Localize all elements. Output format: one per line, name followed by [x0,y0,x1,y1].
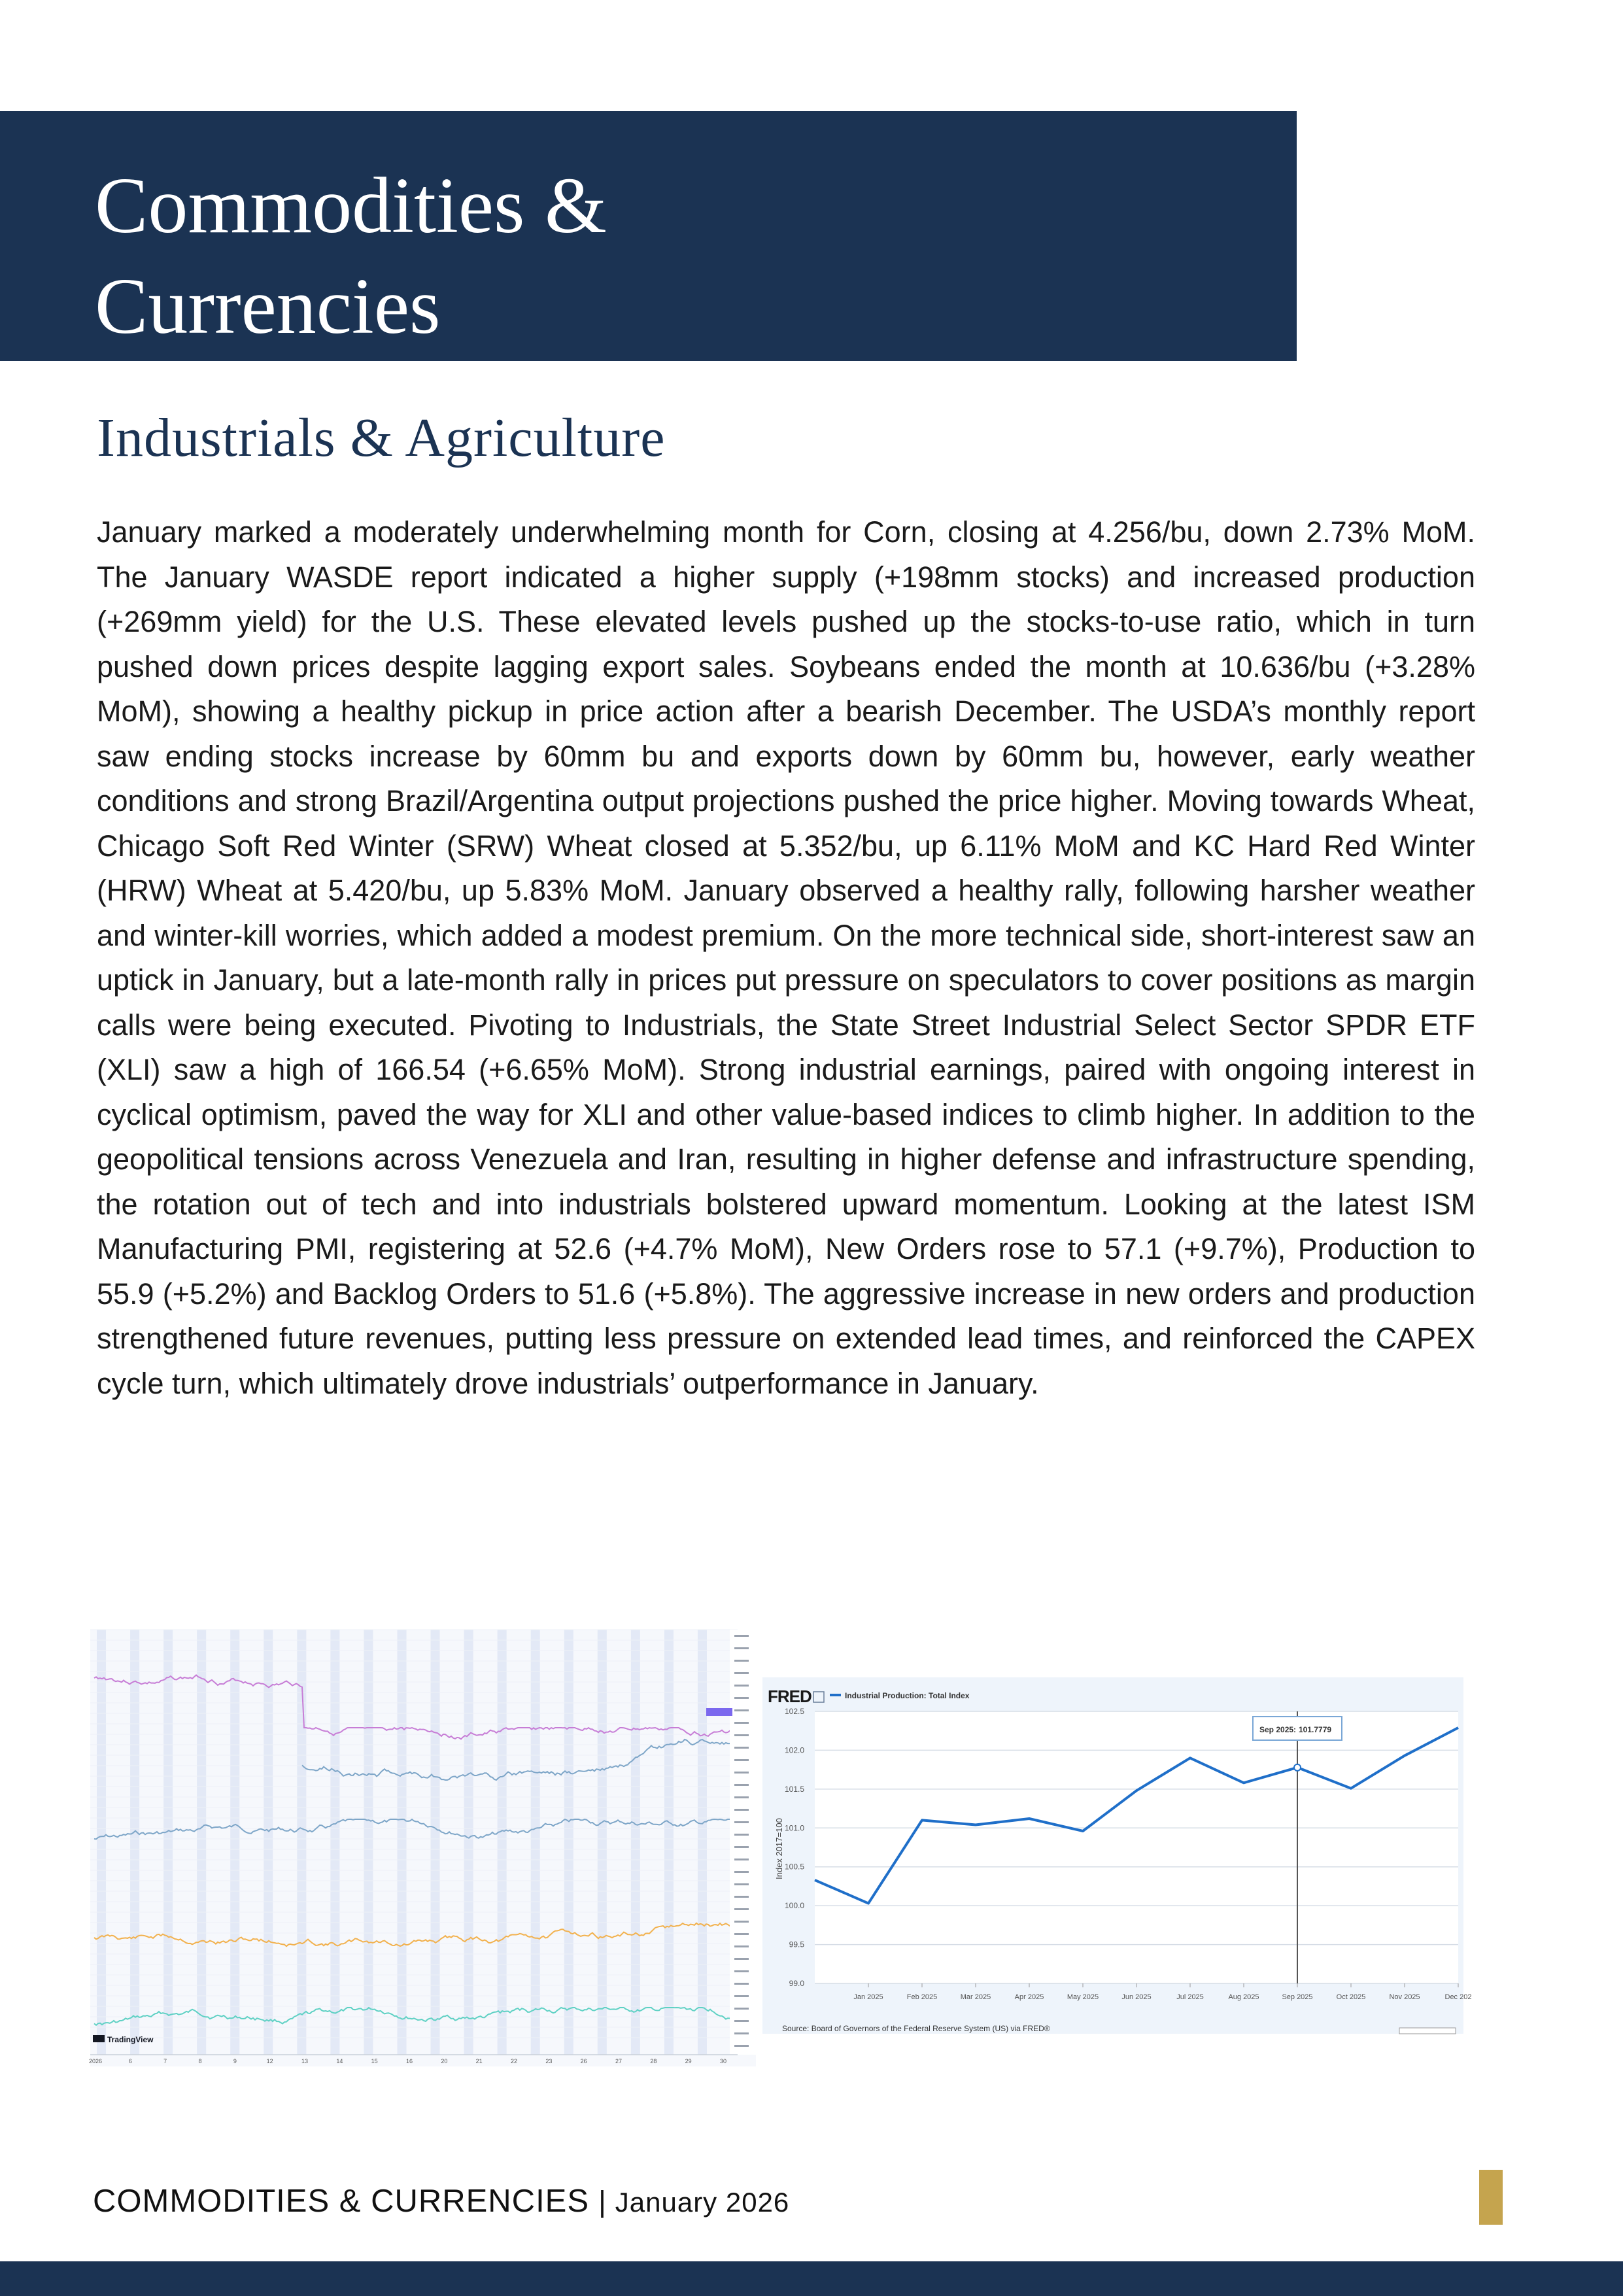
tv-axis-tick [734,1660,749,1662]
tv-x-tick-label: 16 [405,2058,413,2065]
tv-x-tick-label: 27 [615,2058,623,2065]
tv-stripe [397,1630,406,2055]
tv-x-tick-label: 8 [198,2058,202,2065]
tv-axis-tick [734,1722,749,1724]
tv-axis-tick [734,1846,749,1848]
tv-stripe [698,1630,707,2055]
tv-axis-tick [734,1759,749,1761]
tv-x-tick-label: 23 [545,2058,553,2065]
fred-logo-text: FRED [768,1687,811,1706]
tv-stripe [531,1630,540,2055]
tv-axis-tick [734,1908,749,1910]
tv-axis-tick [734,1709,749,1711]
tv-axis-tick [734,2032,749,2034]
footer-title: COMMODITIES & CURRENCIES [93,2184,590,2219]
tv-axis-tick [734,2020,749,2022]
footer-separator: | [598,2185,606,2218]
tv-axis-tick [734,2008,749,2010]
page-title-line1: Commodities & [95,162,607,250]
fred-x-tick-label: Sep 2025 [1282,1993,1313,2001]
tv-axis-tick [734,1945,749,1947]
tv-axis-tick [734,1834,749,1836]
tv-axis-tick [734,1647,749,1649]
tv-x-tick-label: 14 [336,2058,343,2065]
tv-x-tick-label: 28 [650,2058,657,2065]
fred-y-tick-label: 102.0 [784,1745,804,1755]
tv-axis-tick [734,1896,749,1898]
footer-bottom-bar [0,2261,1623,2296]
tv-stripe [97,1630,106,2055]
tv-axis-tick [734,1796,749,1798]
tv-stripe [297,1630,306,2055]
tv-x-tick-label: 6 [128,2058,132,2065]
tv-axis-tick [734,1784,749,1786]
tv-logo-icon [93,2035,105,2042]
footer-text [93,2183,789,2219]
body-paragraph: January marked a moderately underwhelming month for Corn, closing at 4.256/bu, down 2.73% MoM. The January WASDE report indicated a higher supply (+198mm stocks) and increased production (+269mm yield) for the U.S. These elevated levels pushed up the stocks-to-use ratio, which in turn pushed down prices despite lagging export sales. Soybeans ended the month at 10.636/bu (+3.28% MoM), showing a healthy pickup in price action after a bearish December. The USDA’s monthly report saw ending stocks increase by 60mm bu and exports down by 60mm bu, however, early weather conditions and strong Brazil/Argentina output projections pushed the price higher. Moving towards Wheat, Chicago Soft Red Winter (SRW) Wheat closed at 5.352/bu, up 6.11% MoM and KC Hard Red Winter (HRW) Wheat at 5.420/bu, up 5.83% MoM. January observed a healthy rally, following harsher weather and winter-kill worries, which added a modest premium. On the more technical side, short-interest saw an uptick in January, but a late-month rally in prices put pressure on speculators to cover positions as margin calls were being executed. Pivoting to Industrials, the State Street Industrial Select Sector SPDR ETF (XLI) saw a high of 166.54 (+6.65% MoM). Strong industrial earnings, paired with ongoing interest in cyclical optimism, paved the way for XLI and other value-based indices to climb higher. In addition to the geopolitical tensions across Venezuela and Iran, resulting in higher defense and infrastructure spending, the rotation out of tech and into industrials bolstered upward momentum. Looking at the latest ISM Manufacturing PMI, registering at 52.6 (+4.7% MoM), New Orders rose to 57.1 (+9.7%), Production to 55.9 (+5.2%) and Backlog Orders to 51.6 (+5.8%). The aggressive increase in new orders and production strengthened future revenues, putting less pressure on extended lead times, and reinforced the CAPEX cycle turn, which ultimately drove industrials’ outperformance in January. [97,515,1475,1400]
tv-axis-tick [734,1970,749,1972]
tv-axis-bg [730,1630,756,2055]
tv-axis-tick [734,1697,749,1699]
tv-stripe [431,1630,440,2055]
tv-stripe [130,1630,139,2055]
fred-y-tick-label: 101.0 [784,1823,804,1833]
tv-axis-tick [734,1635,749,1637]
tv-axis-tick [734,1983,749,1985]
fred-x-tick-label: May 2025 [1067,1993,1099,2001]
fred-y-tick-label: 99.0 [789,1979,804,1988]
fred-x-tick-label: Feb 2025 [906,1993,938,2001]
fred-y-tick-label: 101.5 [784,1784,804,1794]
tv-x-tick-label: 13 [301,2058,309,2065]
fred-tooltip-label: Sep 2025: [1259,1725,1297,1734]
tv-x-tick-label: 29 [685,2058,692,2065]
tv-axis-tick [734,1672,749,1674]
fred-source-note: Source: Board of Governors of the Federal Reserve System (US) via FRED® [782,2024,1050,2033]
tv-x-tick-label: 22 [510,2058,518,2065]
section-heading: Industrials & Agriculture [97,407,666,468]
fred-y-tick-label: 100.0 [784,1901,804,1911]
footer-accent-bar [1479,2170,1503,2225]
fred-x-tick-label: Nov 2025 [1389,1993,1420,2001]
tv-axis-tick [734,1933,749,1935]
page-title [95,156,1272,357]
tv-x-tick-label: 15 [371,2058,378,2065]
fred-x-tick-label: Mar 2025 [960,1993,991,2001]
tv-stripe [598,1630,607,2055]
tv-price-marker [706,1708,732,1716]
tv-axis-tick [734,1772,749,1773]
tv-x-tick-label: 21 [475,2058,483,2065]
tv-x-tick-label: 12 [266,2058,273,2065]
tv-stripe [264,1630,273,2055]
tradingview-chart [90,1630,756,2066]
tv-axis-tick [734,1859,749,1860]
tv-x-tick-label: 2026 [88,2058,103,2065]
fred-x-tick-label: Jun 2025 [1121,1993,1152,2001]
tv-axis-tick [734,1821,749,1823]
tv-axis-tick [734,1958,749,1960]
tv-axis-tick [734,1747,749,1749]
fred-x-tick-label: Aug 2025 [1228,1993,1259,2001]
footer-date: January 2026 [615,2187,790,2218]
fred-x-tick-label: Oct 2025 [1336,1993,1366,2001]
fred-legend-label: Industrial Production: Total Index [845,1691,970,1700]
fred-y-tick-label: 100.5 [784,1862,804,1872]
tv-logo-text: TradingView [107,2035,154,2044]
fred-x-tick-label: Jan 2025 [853,1993,883,2001]
tv-stripe [564,1630,573,2055]
tv-stripe [464,1630,473,2055]
fred-y-axis-label: Index 2017=100 [774,1818,784,1879]
tv-x-tick-label: 7 [163,2058,167,2065]
tv-x-tick-label: 30 [719,2058,727,2065]
tv-stripe [631,1630,640,2055]
fred-chart [762,1677,1472,2034]
fred-y-tick-label: 99.5 [789,1940,804,1949]
tv-x-tick-label: 26 [580,2058,587,2065]
tv-x-tick-label: 9 [233,2058,237,2065]
tv-axis-tick [734,1995,749,1997]
tv-axis-tick [734,1809,749,1811]
tv-axis-tick [734,1734,749,1736]
fred-y-tick-label: 102.5 [784,1707,804,1716]
tv-axis-tick [734,1921,749,1923]
fred-plot-area [815,1711,1458,1983]
tv-stripe [330,1630,339,2055]
fred-tooltip [1253,1717,1342,1740]
page-title-line2: Currencies [95,262,441,351]
tv-axis-tick [734,2045,749,2047]
tv-axis-tick [734,1883,749,1885]
fred-x-tick-label: Apr 2025 [1014,1993,1044,2001]
tv-stripe [230,1630,239,2055]
fred-x-tick-label: Dec 202 [1444,1993,1472,2001]
tv-stripe [364,1630,373,2055]
tv-axis-tick [734,1871,749,1873]
tv-x-tick-label: 20 [441,2058,448,2065]
tv-axis-tick [734,1685,749,1687]
tv-stripe [664,1630,674,2055]
tv-stripe [163,1630,173,2055]
tv-chart-background [90,1630,756,2066]
fred-scroll-handle[interactable] [1399,2028,1456,2034]
tv-stripe [498,1630,507,2055]
fred-x-tick-label: Jul 2025 [1176,1993,1204,2001]
fred-hover-point [1294,1764,1301,1771]
tv-stripe [197,1630,206,2055]
fred-tooltip-value: 101.7779 [1299,1725,1332,1734]
